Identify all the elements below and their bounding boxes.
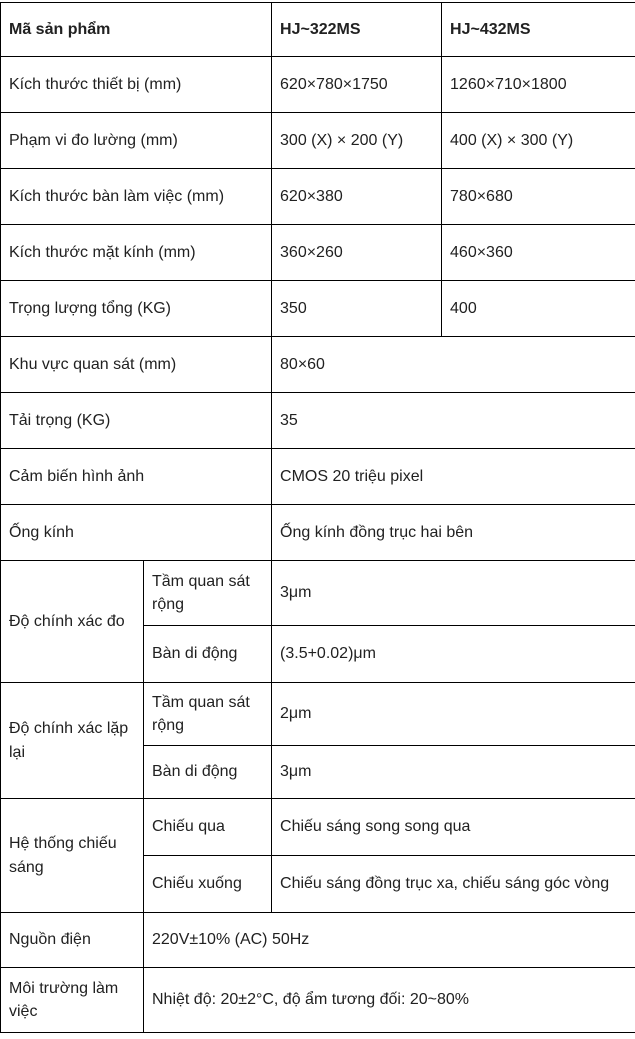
value-power-supply: 220V±10% (AC) 50Hz <box>144 913 635 968</box>
spec-table-row <box>1 505 635 561</box>
spec-table-row <box>1 337 635 393</box>
value-repeatability-moving-stage: 3μm <box>272 746 635 799</box>
value-load-capacity: 35 <box>272 393 635 449</box>
value-measuring-accuracy-moving-stage: (3.5+0.02)μm <box>272 626 635 683</box>
sublabel-measuring-accuracy-wide-field: Tầm quan sát rộng <box>144 561 272 626</box>
spec-header-row <box>1 3 635 57</box>
value-measuring-range-hj432ms: 400 (X) × 300 (Y) <box>442 113 635 169</box>
sublabel-repeatability-moving-stage: Bàn di động <box>144 746 272 799</box>
value-device-dimensions-hj322ms: 620×780×1750 <box>272 57 442 113</box>
sublabel-repeatability-wide-field: Tầm quan sát rộng <box>144 683 272 746</box>
spec-table-body <box>1 3 635 1033</box>
value-working-environment: Nhiệt độ: 20±2°C, độ ẩm tương đối: 20~80% <box>144 968 635 1033</box>
value-glass-size-hj322ms: 360×260 <box>272 225 442 281</box>
label-measuring-range: Phạm vi đo lường (mm) <box>1 113 272 169</box>
label-working-environment: Môi trường làm việc <box>1 968 144 1033</box>
sublabel-measuring-accuracy-moving-stage: Bàn di động <box>144 626 272 683</box>
spec-table-row <box>1 913 635 968</box>
spec-table-row <box>1 113 635 169</box>
label-power-supply: Nguồn điện <box>1 913 144 968</box>
label-total-weight: Trọng lượng tổng (KG) <box>1 281 272 337</box>
label-image-sensor: Cảm biến hình ảnh <box>1 449 272 505</box>
label-repeatability: Độ chính xác lặp lại <box>1 683 144 799</box>
spec-table-row <box>1 225 635 281</box>
value-worktable-size-hj432ms: 780×680 <box>442 169 635 225</box>
spec-table-row <box>1 799 635 856</box>
value-glass-size-hj432ms: 460×360 <box>442 225 635 281</box>
sublabel-down-light: Chiếu xuống <box>144 856 272 913</box>
label-measuring-accuracy: Độ chính xác đo <box>1 561 144 683</box>
spec-table-row <box>1 393 635 449</box>
label-lens: Ống kính <box>1 505 272 561</box>
sublabel-transmitted-light: Chiếu qua <box>144 799 272 856</box>
spec-table-row <box>1 281 635 337</box>
spec-table-row <box>1 968 635 1033</box>
spec-table-row <box>1 57 635 113</box>
spec-table-row <box>1 449 635 505</box>
label-lighting-system: Hệ thống chiếu sáng <box>1 799 144 913</box>
value-total-weight-hj322ms: 350 <box>272 281 442 337</box>
value-lens: Ống kính đồng trục hai bên <box>272 505 635 561</box>
header-model-hj432ms: HJ~432MS <box>442 3 635 57</box>
spec-table-row <box>1 561 635 626</box>
spec-table-row <box>1 169 635 225</box>
value-measuring-accuracy-wide-field: 3μm <box>272 561 635 626</box>
value-device-dimensions-hj432ms: 1260×710×1800 <box>442 57 635 113</box>
label-observation-area: Khu vực quan sát (mm) <box>1 337 272 393</box>
value-worktable-size-hj322ms: 620×380 <box>272 169 442 225</box>
header-product-code: Mã sản phẩm <box>1 3 272 57</box>
value-transmitted-light: Chiếu sáng song song qua <box>272 799 635 856</box>
label-load-capacity: Tải trọng (KG) <box>1 393 272 449</box>
label-device-dimensions: Kích thước thiết bị (mm) <box>1 57 272 113</box>
value-measuring-range-hj322ms: 300 (X) × 200 (Y) <box>272 113 442 169</box>
value-observation-area: 80×60 <box>272 337 635 393</box>
label-glass-size: Kích thước mặt kính (mm) <box>1 225 272 281</box>
value-repeatability-wide-field: 2μm <box>272 683 635 746</box>
product-spec-table <box>0 2 635 1033</box>
header-model-hj322ms: HJ~322MS <box>272 3 442 57</box>
value-down-light: Chiếu sáng đồng trục xa, chiếu sáng góc vòng <box>272 856 635 913</box>
spec-table-row <box>1 683 635 746</box>
value-total-weight-hj432ms: 400 <box>442 281 635 337</box>
value-image-sensor: CMOS 20 triệu pixel <box>272 449 635 505</box>
label-worktable-size: Kích thước bàn làm việc (mm) <box>1 169 272 225</box>
